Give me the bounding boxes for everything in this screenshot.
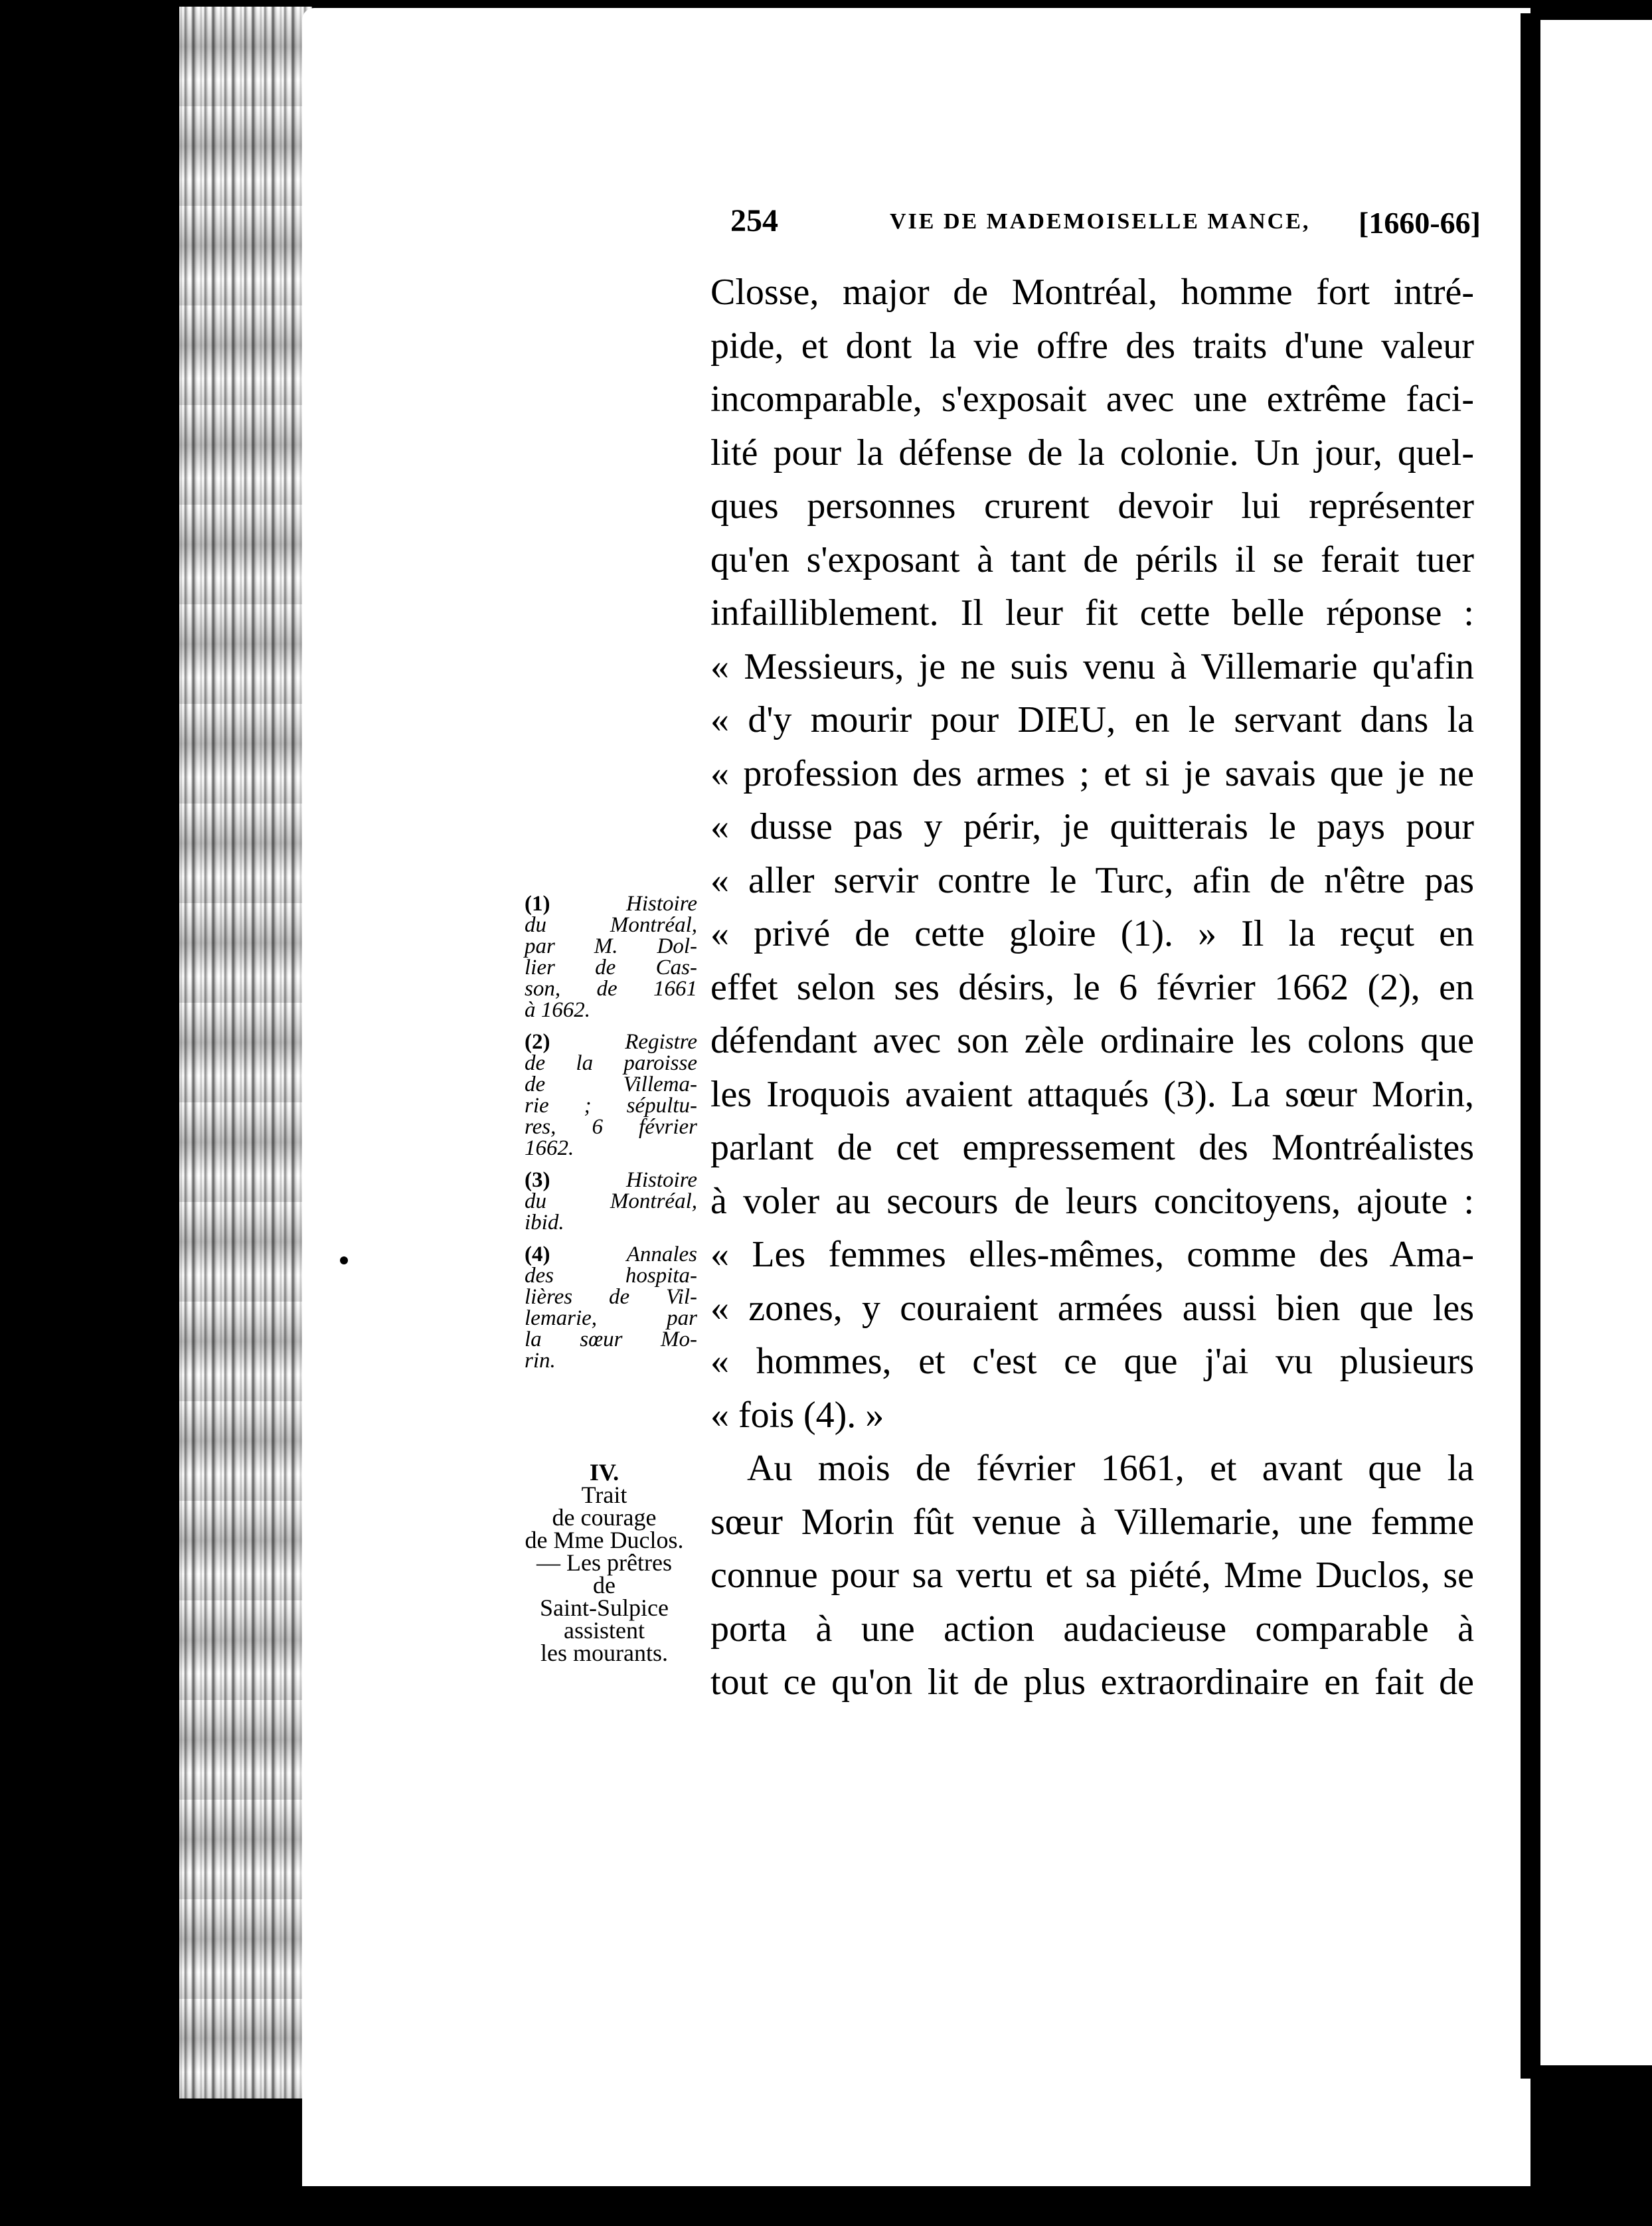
body-line: lité pour la défense de la colonie. Un jour, quel- (710, 432, 1474, 473)
body-line: « privé de cette gloire (1). » Il la reçut en (710, 913, 1474, 954)
running-header (730, 203, 1481, 256)
ink-speck (340, 1256, 348, 1264)
body-line: parlant de cet empressement des Montréalistes (710, 1127, 1474, 1168)
footnote-line: ibid. (525, 1211, 564, 1235)
body-line: ques personnes crurent devoir lui représenter (710, 485, 1474, 527)
body-line: Au mois de février 1661, et avant que la (747, 1448, 1474, 1489)
sidenote-numeral: IV. (589, 1459, 620, 1486)
footnote-line (525, 893, 697, 914)
body-line: « hommes, et c'est ce que j'ai vu plusieurs (710, 1341, 1474, 1382)
footnote-number: (2) (525, 1030, 550, 1054)
running-title: VIE DE MADEMOISELLE MANCE, (890, 209, 1311, 234)
body-line: à voler au secours de leurs concitoyens, ajoute : (710, 1180, 1474, 1222)
body-line: « aller servir contre le Turc, afin de n'être pas (710, 859, 1474, 901)
footnote-number: (1) (525, 892, 550, 916)
body-line: pide, et dont la vie offre des traits d'une valeur (710, 325, 1474, 367)
body-line: Closse, major de Montréal, homme fort intré- (710, 272, 1474, 313)
body-line: « fois (4). » (710, 1394, 884, 1436)
footnote-line: de Villema- (525, 1072, 697, 1096)
footnote-line (525, 1169, 697, 1191)
footnote-line: à 1662. (525, 998, 590, 1022)
body-line: porta à une action audacieuse comparable à (710, 1608, 1474, 1650)
footnote-1 (525, 893, 697, 1021)
footnote-text: Histoire (626, 1168, 697, 1192)
footnote-4 (525, 1244, 697, 1371)
footnote-line: lier de Cas- (525, 956, 697, 980)
footnote-line: 1662. (525, 1136, 574, 1160)
body-line: « zones, y couraient armées aussi bien que les (710, 1287, 1474, 1329)
footnote-number: (3) (525, 1168, 550, 1192)
next-page-edge (1540, 20, 1652, 2065)
sidenote-line: les mourants. (540, 1640, 668, 1666)
footnote-text: Histoire (626, 892, 697, 916)
body-line: incomparable, s'exposait avec une extrême faci- (710, 379, 1474, 420)
next-page-gutter (1524, 20, 1540, 2065)
body-line: « dusse pas y périr, je quitterais le pays pour (710, 806, 1474, 847)
footnote-3 (525, 1169, 697, 1233)
sidenote-line: de (593, 1572, 616, 1598)
body-line: effet selon ses désirs, le 6 février 1662 (2), en (710, 966, 1474, 1008)
footnote-text: Annales (626, 1242, 697, 1266)
footnote-line: du Montréal, (525, 1189, 697, 1213)
sidenote-line: de courage (552, 1504, 657, 1531)
page-number: 254 (730, 203, 778, 238)
sidenote-line: Saint-Sulpice (540, 1594, 669, 1621)
body-line: « profession des armes ; et si je savais que je ne (710, 752, 1474, 794)
body-line: sœur Morin fût venue à Villemarie, une femme (710, 1501, 1474, 1543)
sidenote-line: — Les prêtres (537, 1549, 672, 1576)
body-line: « Les femmes elles-mêmes, comme des Ama- (710, 1234, 1474, 1275)
footnote-text: Registre (625, 1030, 697, 1054)
body-line: « d'y mourir pour DIEU, en le servant dans la (710, 699, 1474, 740)
footnote-line: son, de 1661 (525, 977, 697, 1001)
book-page-edges-shadow (179, 7, 312, 2098)
footnote-line: res, 6 février (525, 1115, 697, 1139)
body-line: « Messieurs, je ne suis venu à Villemarie qu'afin (710, 645, 1474, 687)
footnote-line (525, 1031, 697, 1053)
footnote-line: de la paroisse (525, 1051, 697, 1075)
footnote-line: lières de Vil- (525, 1285, 697, 1309)
footnote-line: rin. (525, 1349, 556, 1373)
footnote-line (525, 1244, 697, 1265)
body-line: tout ce qu'on lit de plus extraordinaire en fait de (710, 1662, 1474, 1703)
body-line: infailliblement. Il leur fit cette belle réponse : (710, 592, 1474, 634)
margin-sidenote (518, 1461, 691, 1664)
footnote-number: (4) (525, 1242, 550, 1266)
margin-footnotes (525, 893, 697, 1382)
footnote-line: la sœur Mo- (525, 1327, 697, 1351)
footnote-line: des hospita- (525, 1264, 697, 1288)
body-text (710, 266, 1474, 1709)
body-line: qu'en s'exposant à tant de périls il se ferait tuer (710, 539, 1474, 580)
sidenote-line: assistent (564, 1617, 645, 1644)
body-line: les Iroquois avaient attaqués (3). La sœur Morin, (710, 1073, 1474, 1115)
footnote-line: rie ; sépultu- (525, 1094, 697, 1118)
sidenote-line: de Mme Duclos. (525, 1527, 684, 1553)
footnote-line: du Montréal, (525, 913, 697, 937)
body-line: défendant avec son zèle ordinaire les colons que (710, 1020, 1474, 1061)
footnote-line: lemarie, par (525, 1306, 697, 1330)
running-years: [1660-66] (1359, 206, 1481, 240)
footnote-line: par M. Dol- (525, 934, 697, 958)
body-line: connue pour sa vertu et sa piété, Mme Duclos, se (710, 1555, 1474, 1596)
footnote-2 (525, 1031, 697, 1159)
sidenote-line: Trait (581, 1482, 627, 1508)
